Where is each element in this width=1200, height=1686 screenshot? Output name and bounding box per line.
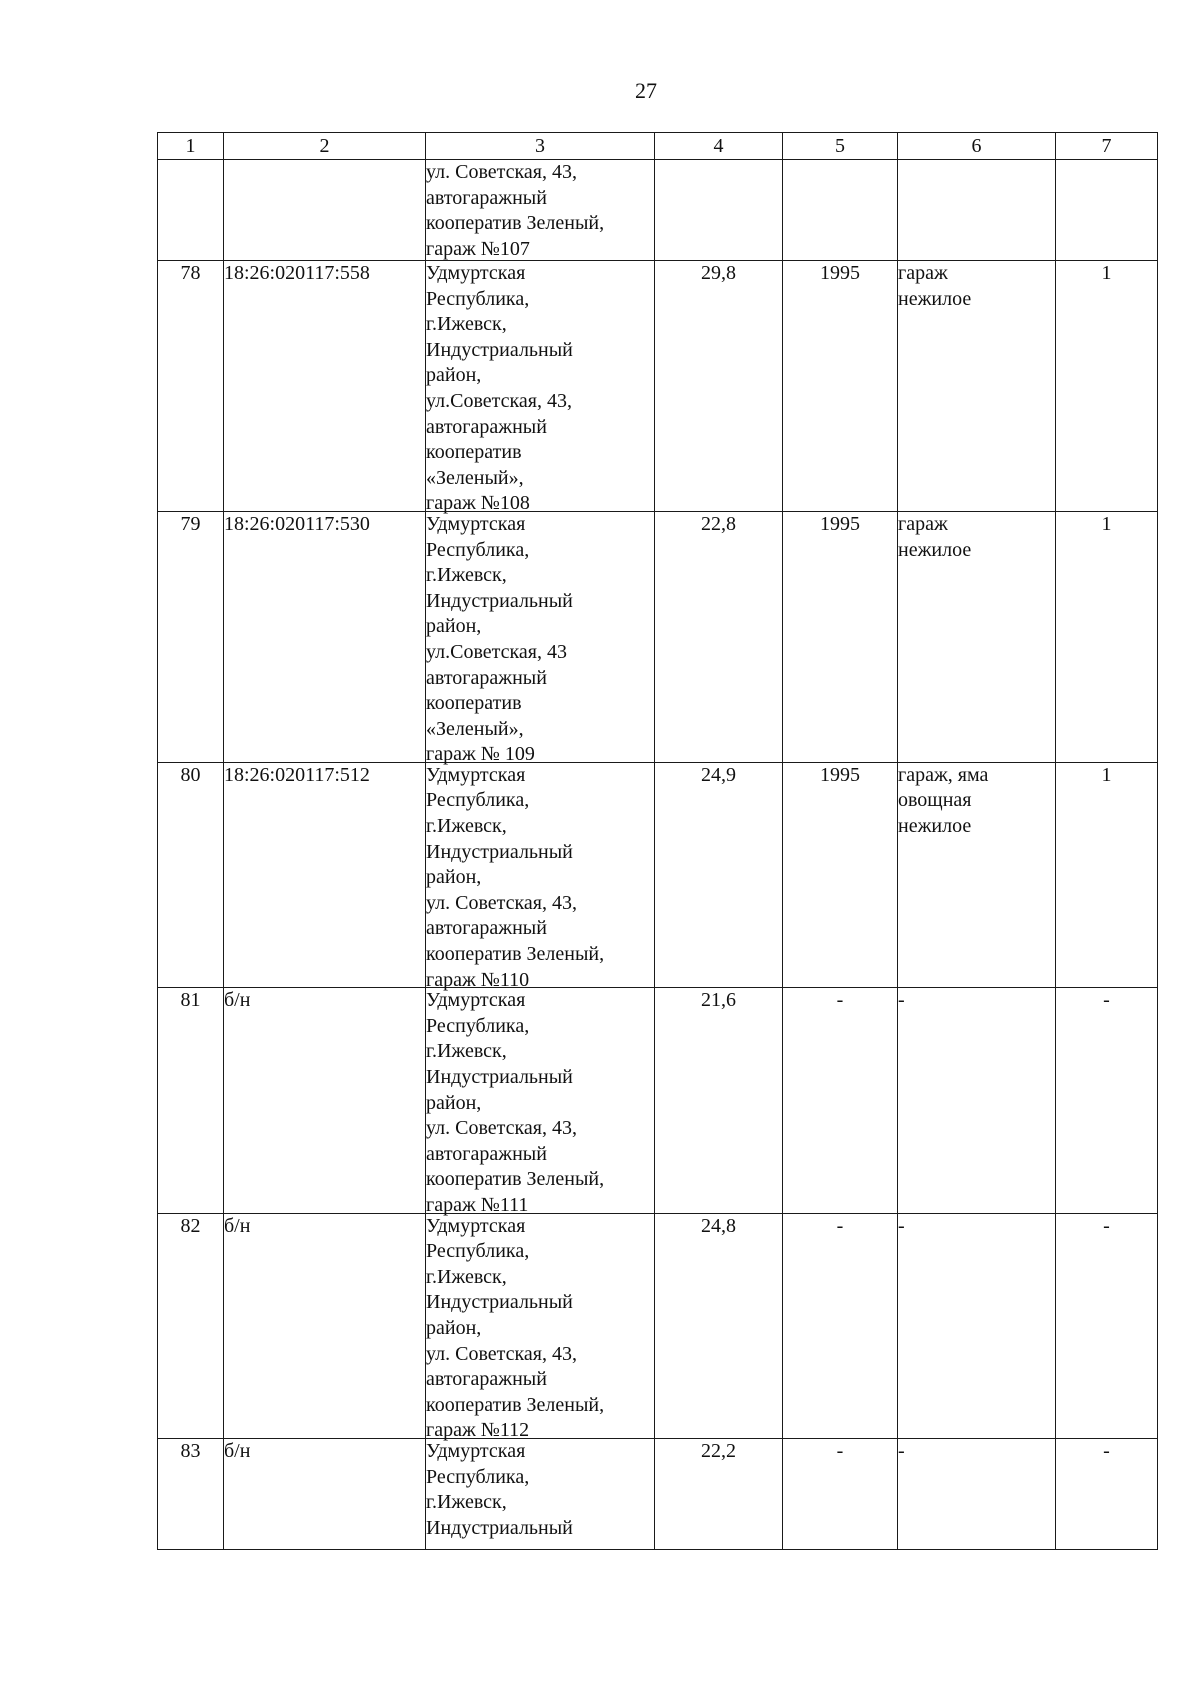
area-cell: [655, 160, 783, 261]
address-line: «Зеленый»,: [426, 717, 524, 740]
address-line: кооператив Зеленый,: [426, 212, 605, 235]
address-line: кооператив Зеленый,: [426, 1393, 605, 1416]
area-cell: 21,6: [655, 988, 783, 1213]
address-line: автогаражный: [426, 917, 547, 940]
purpose-cell: [898, 1213, 1056, 1438]
year-cell: 1995: [783, 762, 898, 987]
quantity-cell: 1: [1056, 261, 1158, 512]
address-line: Удмуртская: [426, 512, 526, 535]
purpose-line: гараж: [898, 262, 948, 284]
cadastral-cell: 18:26:020117:558: [224, 261, 426, 512]
area-cell: 22,8: [655, 511, 783, 762]
purpose-cell: [898, 1438, 1056, 1549]
address-line: Республика,: [426, 287, 530, 310]
year-cell: -: [783, 988, 898, 1213]
column-header: 1: [158, 133, 224, 160]
cadastral-cell: [224, 160, 426, 261]
table-row: [158, 1213, 1158, 1438]
purpose-cell: [898, 988, 1056, 1213]
address-line: автогаражный: [426, 415, 547, 438]
purpose-line: овощная: [898, 789, 972, 812]
address-cell: [426, 160, 655, 261]
address-line: Индустриальный: [426, 1516, 573, 1539]
quantity-cell: -: [1056, 988, 1158, 1213]
number-cell: 80: [158, 762, 224, 987]
address-line: район,: [426, 866, 482, 889]
year-cell: -: [783, 1438, 898, 1549]
number-cell: 83: [158, 1438, 224, 1549]
area-cell: 22,2: [655, 1438, 783, 1549]
number-cell: 81: [158, 988, 224, 1213]
address-line: Удмуртская: [426, 1439, 526, 1462]
page-number: 27: [635, 78, 657, 103]
table-row: [158, 1438, 1158, 1549]
purpose-line: -: [898, 1214, 905, 1237]
address-cell: [426, 1213, 655, 1442]
address-cell: [426, 988, 655, 1216]
address-line: Республика,: [426, 1014, 530, 1037]
address-cell: [426, 511, 655, 766]
cadastral-cell: б/н: [224, 1438, 426, 1549]
purpose-cell: [898, 261, 1056, 512]
address-cell: [426, 261, 655, 515]
number-cell: 79: [158, 511, 224, 762]
address-line: Индустриальный: [426, 338, 573, 361]
column-header: 4: [655, 133, 783, 160]
address-line: гараж №110: [426, 968, 530, 991]
address-cell: [426, 762, 655, 991]
cadastral-cell: б/н: [224, 1213, 426, 1438]
address-line: г.Ижевск,: [426, 564, 507, 587]
area-cell: 29,8: [655, 261, 783, 512]
year-cell: 1995: [783, 261, 898, 512]
address-line: г.Ижевск,: [426, 815, 507, 838]
quantity-cell: 1: [1056, 762, 1158, 987]
address-line: Республика,: [426, 789, 530, 812]
address-line: гараж №112: [426, 1419, 530, 1442]
purpose-cell: [898, 762, 1056, 987]
cadastral-cell: 18:26:020117:512: [224, 762, 426, 987]
address-line: гараж №108: [426, 492, 530, 515]
cadastral-cell: б/н: [224, 988, 426, 1213]
table-row: [158, 511, 1158, 762]
column-number-row: [158, 133, 1158, 160]
number-cell: 78: [158, 261, 224, 512]
address-line: ул. Советская, 43,: [426, 161, 577, 183]
year-cell: -: [783, 1213, 898, 1438]
year-cell: 1995: [783, 511, 898, 762]
address-line: гараж №107: [426, 237, 530, 260]
address-line: г.Ижевск,: [426, 1491, 507, 1514]
address-line: Индустриальный: [426, 1066, 573, 1088]
address-line: ул.Советская, 43,: [426, 389, 572, 412]
address-line: автогаражный: [426, 186, 547, 209]
purpose-line: гараж: [898, 512, 948, 535]
area-cell: 24,9: [655, 762, 783, 987]
address-line: район,: [426, 1316, 482, 1339]
table-row: [158, 762, 1158, 987]
address-line: ул. Советская, 43,: [426, 891, 577, 914]
address-line: Удмуртская: [426, 989, 526, 1012]
address-cell: [426, 1438, 655, 1549]
purpose-line: нежилое: [898, 538, 972, 561]
address-line: кооператив Зеленый,: [426, 1168, 605, 1191]
address-line: «Зеленый»,: [426, 466, 524, 489]
quantity-cell: 1: [1056, 511, 1158, 762]
address-line: автогаражный: [426, 666, 547, 689]
number-cell: [158, 160, 224, 261]
address-line: г.Ижевск,: [426, 1265, 507, 1288]
address-line: кооператив: [426, 441, 522, 464]
address-line: район,: [426, 615, 482, 638]
column-header: 5: [783, 133, 898, 160]
address-line: Удмуртская: [426, 262, 526, 284]
address-line: г.Ижевск,: [426, 313, 507, 336]
address-line: Республика,: [426, 1240, 530, 1263]
continuation-row: [158, 160, 1158, 261]
address-line: гараж №111: [426, 1193, 529, 1216]
purpose-line: нежилое: [898, 287, 972, 310]
property-registry-table: [157, 132, 1158, 1550]
address-line: Индустриальный: [426, 1291, 573, 1314]
column-header: 7: [1056, 133, 1158, 160]
address-line: Республика,: [426, 538, 530, 561]
address-line: Удмуртская: [426, 763, 526, 786]
purpose-cell: [898, 160, 1056, 261]
address-line: г.Ижевск,: [426, 1040, 507, 1063]
address-line: Удмуртская: [426, 1214, 526, 1237]
year-cell: [783, 160, 898, 261]
column-header: 6: [898, 133, 1056, 160]
address-line: ул. Советская, 43,: [426, 1117, 577, 1140]
address-line: кооператив Зеленый,: [426, 943, 605, 966]
number-cell: 82: [158, 1213, 224, 1438]
purpose-line: -: [898, 1439, 905, 1462]
address-line: Индустриальный: [426, 840, 573, 863]
address-line: гараж № 109: [426, 743, 535, 766]
address-line: район,: [426, 1091, 482, 1114]
cadastral-cell: 18:26:020117:530: [224, 511, 426, 762]
column-header: 3: [426, 133, 655, 160]
address-line: Индустриальный: [426, 589, 573, 612]
address-line: ул.Советская, 43: [426, 640, 567, 663]
purpose-line: гараж, яма: [898, 763, 989, 786]
table-row: [158, 261, 1158, 512]
address-line: автогаражный: [426, 1142, 547, 1165]
purpose-cell: [898, 511, 1056, 762]
address-line: ул. Советская, 43,: [426, 1342, 577, 1365]
address-line: район,: [426, 364, 482, 387]
quantity-cell: -: [1056, 1438, 1158, 1549]
address-line: Республика,: [426, 1465, 530, 1488]
address-line: автогаражный: [426, 1368, 547, 1391]
column-header: 2: [224, 133, 426, 160]
quantity-cell: -: [1056, 1213, 1158, 1438]
address-line: кооператив: [426, 692, 522, 715]
quantity-cell: [1056, 160, 1158, 261]
area-cell: 24,8: [655, 1213, 783, 1438]
purpose-line: -: [898, 989, 905, 1012]
purpose-line: нежилое: [898, 815, 972, 838]
table-row: [158, 988, 1158, 1213]
